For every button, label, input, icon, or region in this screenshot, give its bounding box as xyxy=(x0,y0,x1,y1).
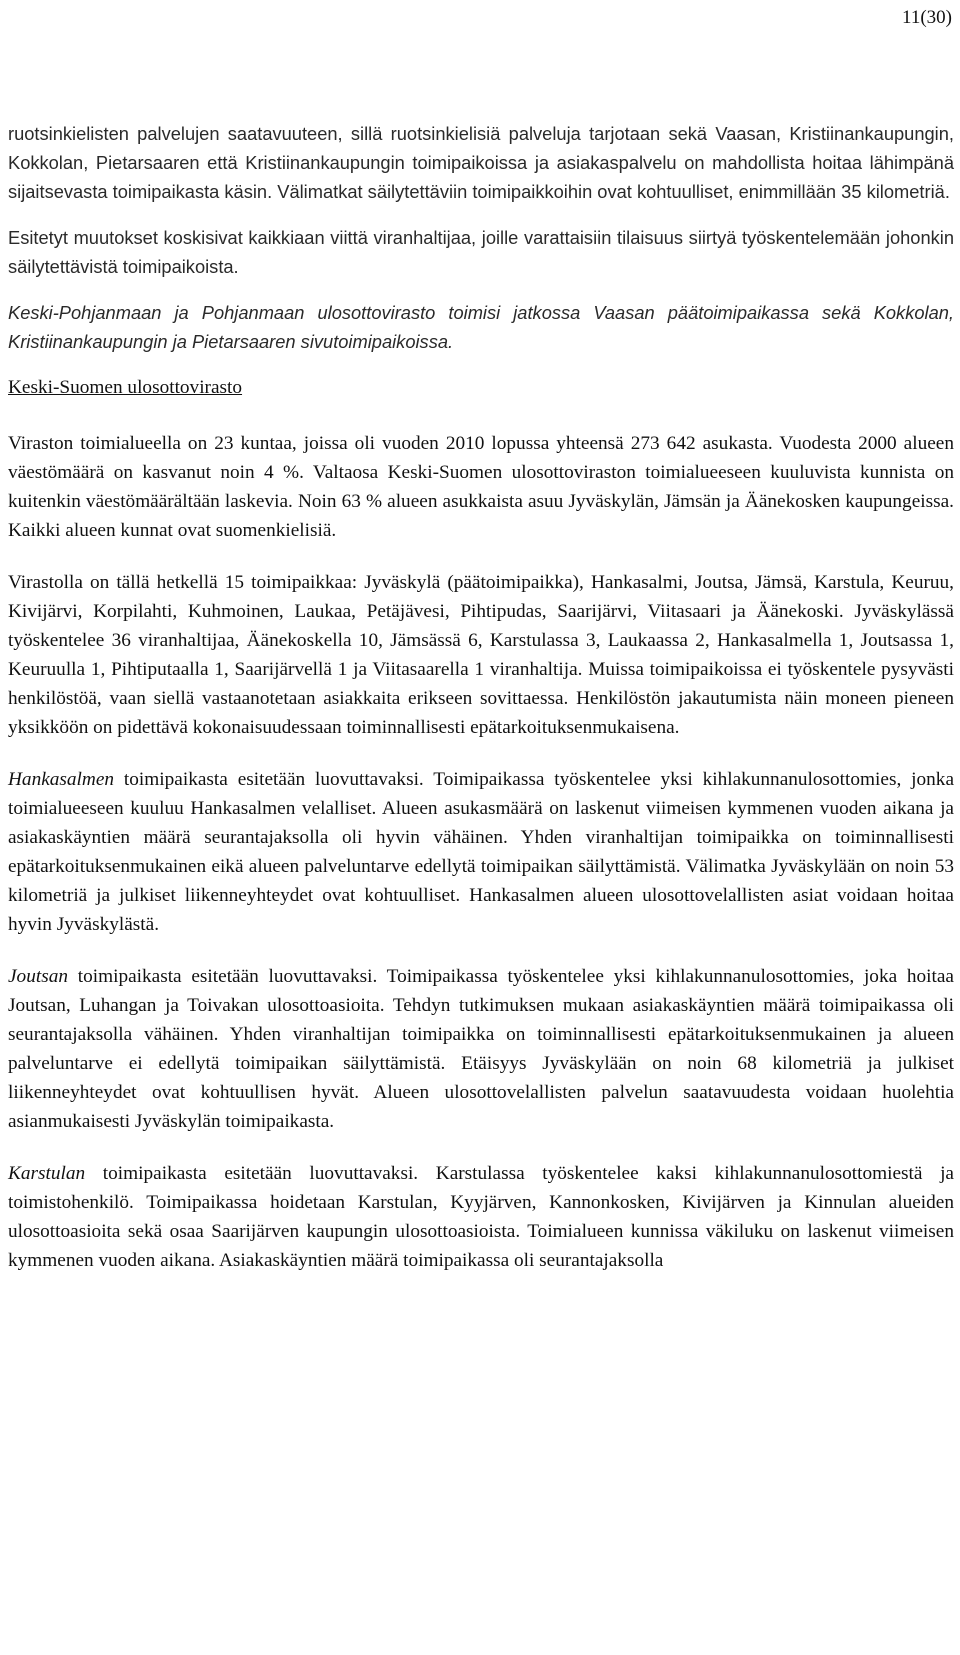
karstula-lead: Karstulan xyxy=(8,1163,86,1184)
joutsa-lead: Joutsan xyxy=(8,966,68,987)
joutsa-text: toimipaikasta esitetään luovuttavaksi. Toimipaikassa työskentelee yksi kihlakunnanulosottomies, joka hoitaa Joutsan, Luhangan ja Toivakan ulosottoasioita. Tehdyn tutkimuksen mukaan asiakaskäyntien määrä toimipaikassa oli seurantajaksolla vähäinen. Yhden viranhaltijan toimipaikka on toiminnallisesti epätarkoituksenmukainen ja alueen palveluntarve ei edellytä toimipaikan säilyttämistä. Etäisyys Jyväskylään on noin 68 kilometriä ja julkiset liikenneyhteydet ovat kohtuullisen hyvät. Alueen ulosottovelallisten palvelun saatavuudesta voidaan huolehtia asianmukaisesti Jyväskylän toimipaikasta. xyxy=(8,966,954,1132)
paragraph-office-conclusion: Keski-Pohjanmaan ja Pohjanmaan ulosottovirasto toimisi jatkossa Vaasan päätoimipaikassa sekä Kokkolan, Kristiinankaupungin ja Pietarsaaren sivutoimipaikoissa. xyxy=(8,302,954,352)
paragraph-joutsa xyxy=(8,962,954,1136)
page-number: 11(30) xyxy=(902,7,952,28)
document-body xyxy=(8,119,954,1275)
paragraph-region-population: Viraston toimialueella on 23 kuntaa, joissa oli vuoden 2010 lopussa yhteensä 273 642 asukasta. Vuodesta 2000 alueen väestömäärä on kasvanut noin 4 %. Valtaosa Keski-Suomen ulosottoviraston toimialueeseen kuuluvista kunnista on kuitenkin väestömäärältään laskevia. Noin 63 % alueen asukkaista asuu Jyväskylän, Jämsän ja Äänekosken kaupungeissa. Kaikki alueen kunnat ovat suomenkielisiä. xyxy=(8,433,954,541)
paragraph-hankasalmi xyxy=(8,765,954,939)
paragraph-affected-officials: Esitetyt muutokset koskisivat kaikkiaan viittä viranhaltijaa, joille varattaisiin tilaisuus siirtyä työskentelemään johonkin säilytettävistä toimipaikoista. xyxy=(8,227,954,277)
paragraph-office-locations: Virastolla on tällä hetkellä 15 toimipaikkaa: Jyväskylä (päätoimipaikka), Hankasalmi, Joutsa, Jämsä, Karstula, Keuruu, Kivijärvi, Korpilahti, Kuhmoinen, Laukaa, Petäjävesi, Pihtipudas, Saarijärvi, Viitasaari ja Äänekoski. Jyväskylässä työskentelee 36 viranhaltijaa, Äänekoskella 10, Jämsässä 6, Karstulassa 3, Laukaassa 2, Hankasalmella 1, Joutsassa 1, Keuruulla 1, Pihtiputaalla 1, Saarijärvellä 1 ja Viitasaarella 1 viranhaltija. Muissa toimipaikoissa ei työskentele pysyvästi henkilöstöä, vaan siellä vastaanotetaan asiakkaita erikseen sovittaessa. Henkilöstön jakautumista näin moneen pieneen yksikköön on pidettävä kokonaisuudessaan toiminnallisesti epätarkoituksenmukaisena. xyxy=(8,572,954,738)
hankasalmi-lead: Hankasalmen xyxy=(8,769,115,790)
hankasalmi-text: toimipaikasta esitetään luovuttavaksi. Toimipaikassa työskentelee yksi kihlakunnanulosottomies, jonka toimialueeseen kuuluu Hankasalmen velalliset. Alueen asukasmäärä on laskenut viimeisen kymmenen vuoden aikana ja asiakaskäyntien määrä seurantajaksolla oli hyvin vähäinen. Yhden viranhaltijan toimipaikka on toiminnallisesti epätarkoituksenmukainen eikä alueen palveluntarve edellytä toimipaikan säilyttämistä. Välimatka Jyväskylään on noin 53 kilometriä ja julkiset liikenneyhteydet ovat kohtuulliset. Hankasalmen alueen ulosottovelallisten asiat voidaan hoitaa hyvin Jyväskylästä. xyxy=(8,769,954,935)
karstula-text: toimipaikasta esitetään luovuttavaksi. Karstulassa työskentelee kaksi kihlakunnanulosottomiestä ja toimistohenkilö. Toimipaikassa hoidetaan Karstulan, Kyyjärven, Kannonkosken, Kivijärven ja Kinnulan alueiden ulosottoasioita sekä osaa Saarijärven kaupungin ulosottoasioista. Toimialueen kunnissa väkiluku on laskenut viimeisen kymmenen vuoden aikana. Asiakaskäyntien määrä toimipaikassa oli seurantajaksolla xyxy=(8,1163,954,1271)
paragraph-service-availability: ruotsinkielisten palvelujen saatavuuteen, sillä ruotsinkielisiä palveluja tarjotaan sekä Vaasan, Kristiinankaupungin, Kokkolan, Pietarsaaren että Kristiinankaupungin toimipaikoissa ja asiakaspalvelu on mahdollista hoitaa lähimpänä sijaitsevasta toimipaikasta käsin. Välimatkat säilytettäviin toimipaikkoihin ovat kohtuulliset, enimmillään 35 kilometriä. xyxy=(8,123,954,202)
paragraph-karstula xyxy=(8,1159,954,1275)
section-heading: Keski-Suomen ulosottovirasto xyxy=(8,377,243,398)
